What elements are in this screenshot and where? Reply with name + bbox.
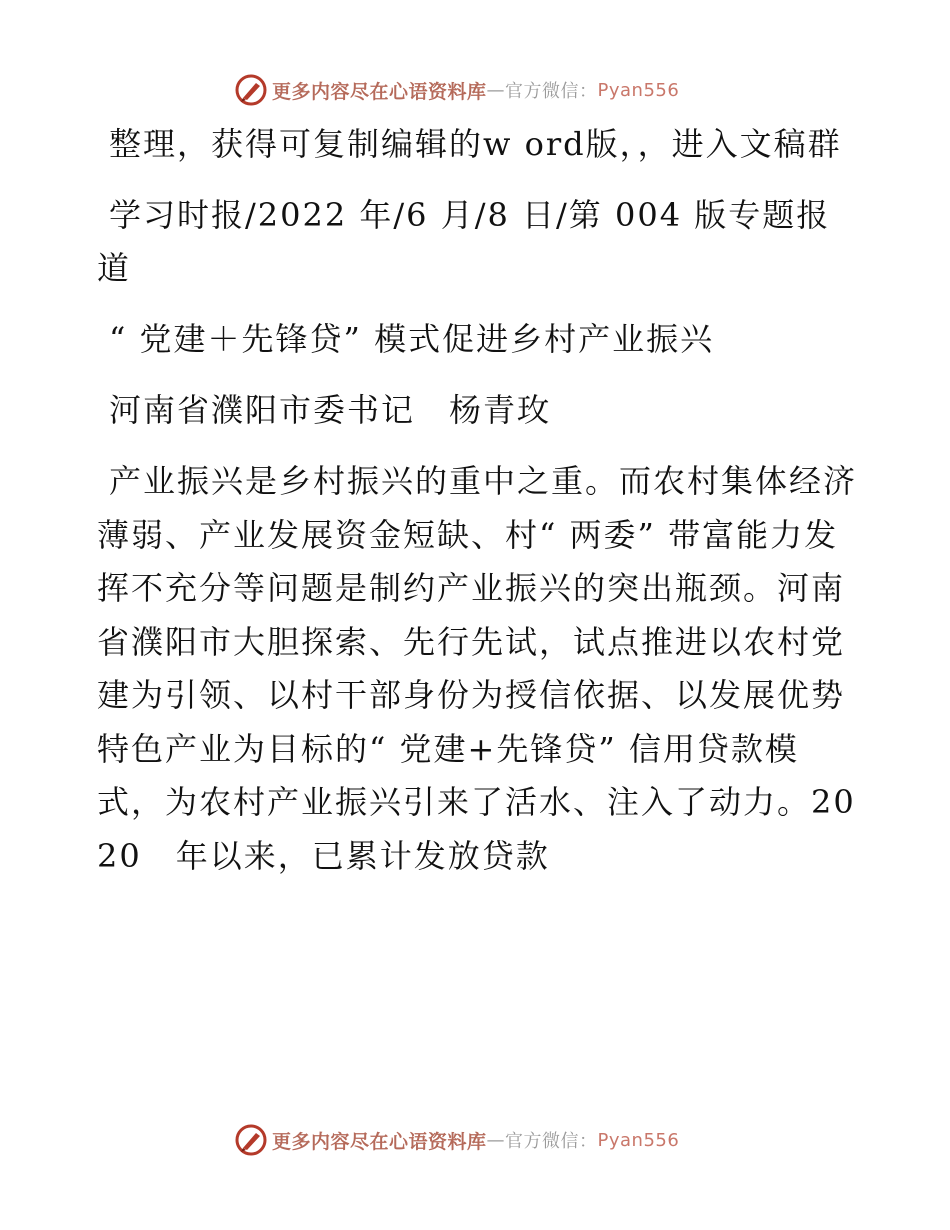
bottom-watermark-banner [234,1122,679,1158]
top-watermark-banner [234,72,679,108]
watermark-site-text: 更多内容尽在心语资料库 [272,80,487,103]
pen-logo-icon [234,1123,268,1157]
notice-paragraph: 整理，获得可复制编辑的w ord版，，进入文稿群 [109,125,842,163]
watermark-separator: — [486,79,506,101]
body-paragraph: 产业振兴是乡村振兴的重中之重。而农村集体经济薄弱、产业发展资金短缺、村“ 两委” 带富能力发挥不充分等问题是制约产业振兴的突出瓶颈。河南省濮阳市大胆探索、先行先试，试点推进以农村党建为引领、以村干部身份为授信依据、以发展优势特色产业为目标的“ 党建+先锋贷” 信用贷款模式，为农村产业振兴引来了活水、注入了动力。2020 年以来，已累计发放贷款 [97,462,858,875]
watermark-contact-id: Pyan556 [597,1129,680,1151]
watermark-separator: — [486,1129,506,1151]
pen-logo-icon [234,73,268,107]
headline: “ 党建＋先锋贷” 模式促进乡村产业振兴 [109,320,715,358]
watermark-contact-id: Pyan556 [597,79,680,101]
watermark-contact-label: 官方微信： [505,81,598,102]
document-content [97,118,857,901]
watermark-site-text: 更多内容尽在心语资料库 [272,1130,487,1153]
source-paragraph: 学习时报/2022 年/6 月/8 日/第 004 版专题报道 [97,196,831,287]
author-line: 河南省濮阳市委书记 杨青玫 [109,391,552,429]
watermark-contact-label: 官方微信： [505,1131,598,1152]
